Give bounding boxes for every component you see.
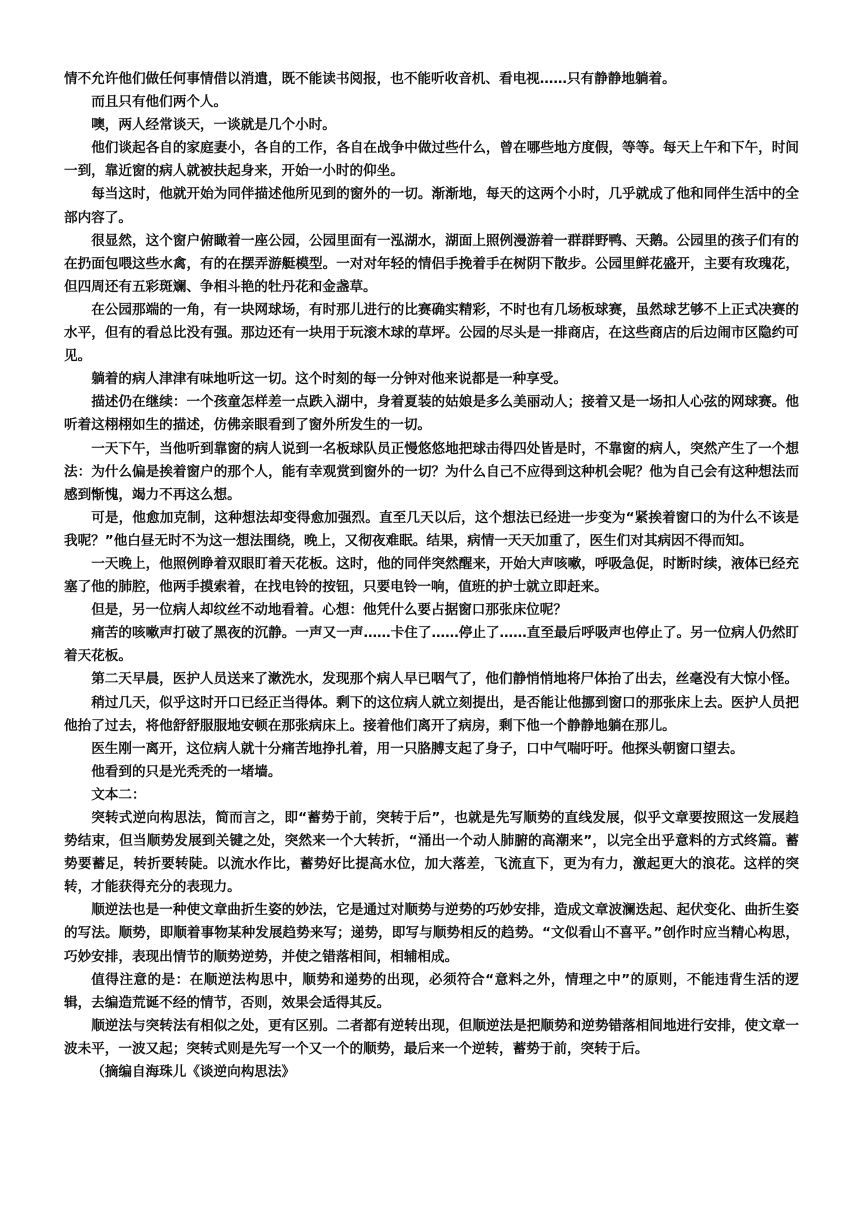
paragraph: 可是，他愈加克制，这种想法却变得愈加强烈。直至几天以后，这个想法已经进一步变为“紧挨着窗口的为什么不该是我呢？”他白昼无时不为这一想法围绕，晚上，又彻夜难眠。结果，病情一天天加重了，医生们对其病因不得而知。 [64, 509, 799, 549]
paragraph: 情不允许他们做任何事情借以消遣，既不能读书阅报，也不能听收音机、看电视……只有静静地躺着。 [64, 71, 676, 87]
paragraph: 医生刚一离开，这位病人就十分痛苦地挣扎着，用一只胳膊支起了身子，口中气喘吁吁。他探头朝窗口望去。 [91, 740, 744, 757]
paragraph: 顺逆法与突转法有相似之处，更有区别。二者都有逆转出现，但顺逆法是把顺势和逆势错落相间地进行安排，使文章一波未平，一波又起；突转式则是先写一个又一个的顺势，最后来一个逆转，蓄势于前，突转于后。 [64, 1017, 799, 1057]
paragraph: 描述仍在继续：一个孩童怎样差一点跌入湖中，身着夏装的姑娘是多么美丽动人；接着又是一场扣人心弦的网球赛。他听着这栩栩如生的描述，仿佛亲眼看到了窗外所发生的一切。 [64, 394, 799, 434]
paragraph: 而且只有他们两个人。 [91, 94, 228, 111]
paragraph: 很显然，这个窗户俯瞰着一座公园，公园里面有一泓湖水，湖面上照例漫游着一群群野鸭、天鹅。公园里的孩子们有的在扔面包喂这些水禽，有的在摆弄游艇模型。一对对年轻的情侣手挽着手在树阴下散步。公园里鲜花盛开，主要有玫瑰花，但四周还有五彩斑斓、争相斗艳的牡丹花和金盏草。 [64, 232, 799, 295]
document-body [64, 68, 799, 1084]
paragraph: 噢，两人经常谈天，一谈就是几个小时。 [91, 117, 336, 134]
paragraph: 每当这时，他就开始为同伴描述他所见到的窗外的一切。渐渐地，每天的这两个小时，几乎就成了他和同伴生活中的全部内容了。 [64, 186, 799, 226]
paragraph: 顺逆法也是一种使文章曲折生姿的妙法，它是通过对顺势与逆势的巧妙安排，造成文章波澜迭起、起伏变化、曲折生姿的写法。顺势，即顺着事物某种发展趋势来写；递势，即写与顺势相反的趋势。“文似看山不喜平。”创作时应当精心构思，巧妙安排，表现出情节的顺势逆势，并使之错落相间，相辅相成。 [64, 902, 799, 965]
paragraph: 值得注意的是：在顺逆法构思中，顺势和递势的出现，必须符合“意料之外，情理之中”的原则，不能违背生活的逻辑，去编造荒诞不经的情节，否则，效果会适得其反。 [64, 971, 799, 1011]
paragraph: 稍过几天，似乎这时开口已经正当得体。剩下的这位病人就立刻提出，是否能让他挪到窗口的那张床上去。医护人员把他抬了过去，将他舒舒服服地安顿在那张病床上。接着他们离开了病房，剩下他一个静静地躺在那儿。 [64, 694, 799, 734]
section-heading: 文本二： [91, 786, 146, 803]
paragraph: 第二天早晨，医护人员送来了漱洗水，发现那个病人早已咽气了，他们静悄悄地将尸体抬了出去，丝毫没有大惊小怪。 [91, 671, 799, 688]
paragraph: 躺着的病人津津有味地听这一切。这个时刻的每一分钟对他来说都是一种享受。 [91, 371, 567, 388]
paragraph: 痛苦的咳嗽声打破了黑夜的沉静。一声又一声……卡住了……停止了……直至最后呼吸声也停止了。另一位病人仍然盯着天花板。 [64, 625, 799, 665]
paragraph: 他们谈起各自的家庭妻小，各自的工作，各自在战争中做过些什么，曾在哪些地方度假，等等。每天上午和下午，时间一到，靠近窗的病人就被扶起身来，开始一小时的仰坐。 [64, 140, 799, 180]
paragraph: 突转式逆向构思法，简而言之，即“蓄势于前，突转于后”，也就是先写顺势的直线发展，似乎文章要按照这一发展趋势结束，但当顺势发展到关键之处，突然来一个大转折，“涌出一个动人肺腑的高潮来”，以完全出乎意料的方式终篇。蓄势要蓄足，转折要转陡。以流水作比，蓄势好比提高水位，加大落差，飞流直下，更为有力，激起更大的浪花。这样的突转，才能获得充分的表现力。 [64, 810, 799, 896]
paragraph: 在公园那端的一角，有一块网球场，有时那儿进行的比赛确实精彩，不时也有几场板球赛，虽然球艺够不上正式决赛的水平，但有的看总比没有强。那边还有一块用于玩滚木球的草坪。公园的尽头是一排商店，在这些商店的后边闹市区隐约可见。 [64, 301, 799, 365]
paragraph: 但是，另一位病人却纹丝不动地看着。心想：他凭什么要占据窗口那张床位呢？ [91, 602, 567, 619]
paragraph: 一天晚上，他照例睁着双眼盯着天花板。这时，他的同伴突然醒来，开始大声咳嗽，呼吸急促，时断时续，液体已经充塞了他的肺腔，他两手摸索着，在找电铃的按钮，只要电铃一响，值班的护士就立即赶来。 [64, 555, 799, 596]
paragraph: 他看到的只是光秃秃的一堵墙。 [91, 763, 282, 780]
source-citation: （摘编自海珠儿《谈逆向构思法》 [91, 1064, 296, 1081]
paragraph: 一天下午，当他听到靠窗的病人说到一名板球队员正慢悠悠地把球击得四处皆是时，不靠窗的病人，突然产生了一个想法：为什么偏是挨着窗户的那个人，能有幸观赏到窗外的一切？为什么自己不应得到这种机会呢？他为自己会有这种想法而感到惭愧，竭力不再这么想。 [64, 440, 799, 503]
